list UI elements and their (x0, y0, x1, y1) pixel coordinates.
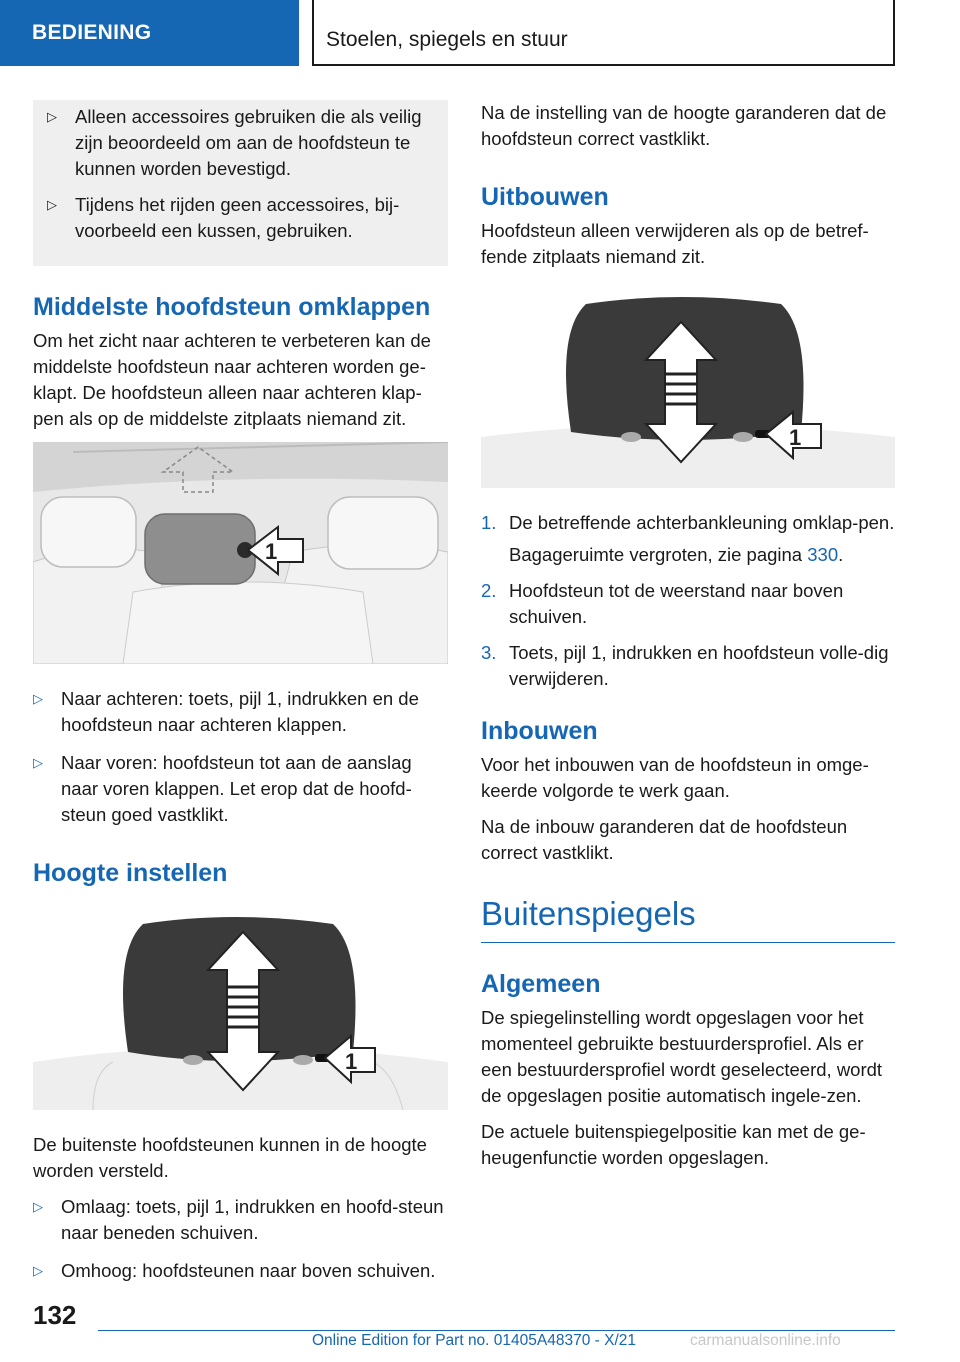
header-underline (312, 64, 895, 66)
figure-remove-headrest (481, 292, 895, 488)
paragraph-general-2: De actuele buitenspiegelpositie kan met de ge-heugenfunctie worden opgeslagen. (481, 1121, 866, 1168)
triangle-bullet-icon: ▷ (33, 755, 43, 770)
heading-rule (481, 942, 895, 943)
triangle-bullet-icon: ▷ (33, 691, 43, 706)
page-number: 132 (33, 1300, 77, 1330)
heading-install: Inbouwen (481, 717, 598, 745)
heading-height: Hoogte instellen (33, 859, 228, 887)
note-list (47, 104, 434, 244)
page-link[interactable]: 330 (807, 544, 839, 565)
paragraph-install-1: Voor het inbouwen van de hoofdsteun in omge-keerde volgorde te werk gaan. (481, 754, 869, 801)
triangle-bullet-icon: ▷ (33, 1263, 43, 1278)
list-item: ▷ Naar voren: hoofdsteun tot aan de aanslag naar voren klappen. Let erop dat de hoofd-steun goed vastklikt. (33, 752, 412, 825)
figure-rear-seats (33, 442, 448, 664)
safety-note (33, 100, 448, 266)
header-divider (312, 0, 314, 66)
paragraph-height: De buitenste hoofdsteunen kunnen in de hoogte worden versteld. (33, 1134, 427, 1181)
left-column (33, 100, 448, 1296)
right-column (481, 100, 895, 1181)
edition-text: Online Edition for Part no. 01405A48370 - X/21 (312, 1332, 636, 1349)
list-item: ▷ Naar achteren: toets, pijl 1, indrukken en de hoofdsteun naar achteren klappen. (33, 688, 419, 735)
footer-rule (98, 1330, 895, 1331)
triangle-bullet-icon: ▷ (33, 1199, 43, 1214)
heading-general: Algemeen (481, 970, 601, 998)
height-list (33, 1194, 448, 1284)
figure-callout: 1 (345, 1049, 358, 1074)
list-item: ▷ Omlaag: toets, pijl 1, indrukken en hoofd-steun naar beneden schuiven. (33, 1196, 444, 1243)
list-item: 1. De betreffende achterbankleuning omklap-pen. Bagageruimte vergroten, zie pagina 330. (481, 510, 895, 568)
paragraph-middle-headrest: Om het zicht naar achteren te verbeteren kan de middelste hoofdsteun naar achteren worden ge-klapt. De hoofdsteun alleen naar achteren klap-pen als op de middelste zitplaats niemand zit. (33, 330, 431, 429)
paragraph-install-2: Na de inbouw garanderen dat de hoofdsteun correct vastklikt. (481, 816, 848, 863)
triangle-bullet-icon: ▷ (47, 109, 57, 124)
list-item: 3. Toets, pijl 1, indrukken en hoofdsteun volle-dig verwijderen. (481, 642, 889, 689)
heading-remove: Uitbouwen (481, 183, 609, 211)
chapter-title: Stoelen, spiegels en stuur (326, 28, 568, 51)
heading-mirrors: Buitenspiegels (481, 895, 696, 932)
section-label: BEDIENING (32, 21, 152, 44)
figure-callout: 1 (265, 539, 278, 564)
figure-height-adjust (33, 912, 448, 1110)
paragraph-after-height: Na de instelling van de hoogte garanderen dat de hoofdsteun correct vastklikt. (481, 102, 887, 149)
heading-middle-headrest: Middelste hoofdsteun omklappen (33, 293, 431, 321)
list-item: 2. Hoofdsteun tot de weerstand naar boven schuiven. (481, 580, 844, 627)
section-tab (0, 0, 299, 66)
remove-steps (481, 510, 895, 692)
watermark: carmanualsonline.info (690, 1332, 841, 1349)
header-divider-right (893, 0, 895, 66)
step-note: Bagageruimte vergroten, zie pagina 330. (509, 544, 844, 565)
paragraph-remove: Hoofdsteun alleen verwijderen als op de betref-fende zitplaats niemand zit. (481, 220, 869, 267)
middle-headrest-list (33, 686, 448, 828)
list-item: ▷ Tijdens het rijden geen accessoires, bij-voorbeeld een kussen, gebruiken. (47, 194, 400, 241)
list-item: ▷ Omhoog: hoofdsteunen naar boven schuiven. (33, 1258, 448, 1284)
triangle-bullet-icon: ▷ (47, 197, 57, 212)
figure-callout: 1 (789, 425, 802, 450)
list-item: ▷ Alleen accessoires gebruiken die als veilig zijn beoordeeld om aan de hoofdsteun te kunnen worden bevestigd. (47, 106, 422, 179)
paragraph-general-1: De spiegelinstelling wordt opgeslagen voor het momenteel gebruikte bestuurdersprofiel. Als er een bestuurdersprofiel wordt geselecteerd, wordt de opgeslagen positie automatisch ingele-zen. (481, 1007, 883, 1106)
